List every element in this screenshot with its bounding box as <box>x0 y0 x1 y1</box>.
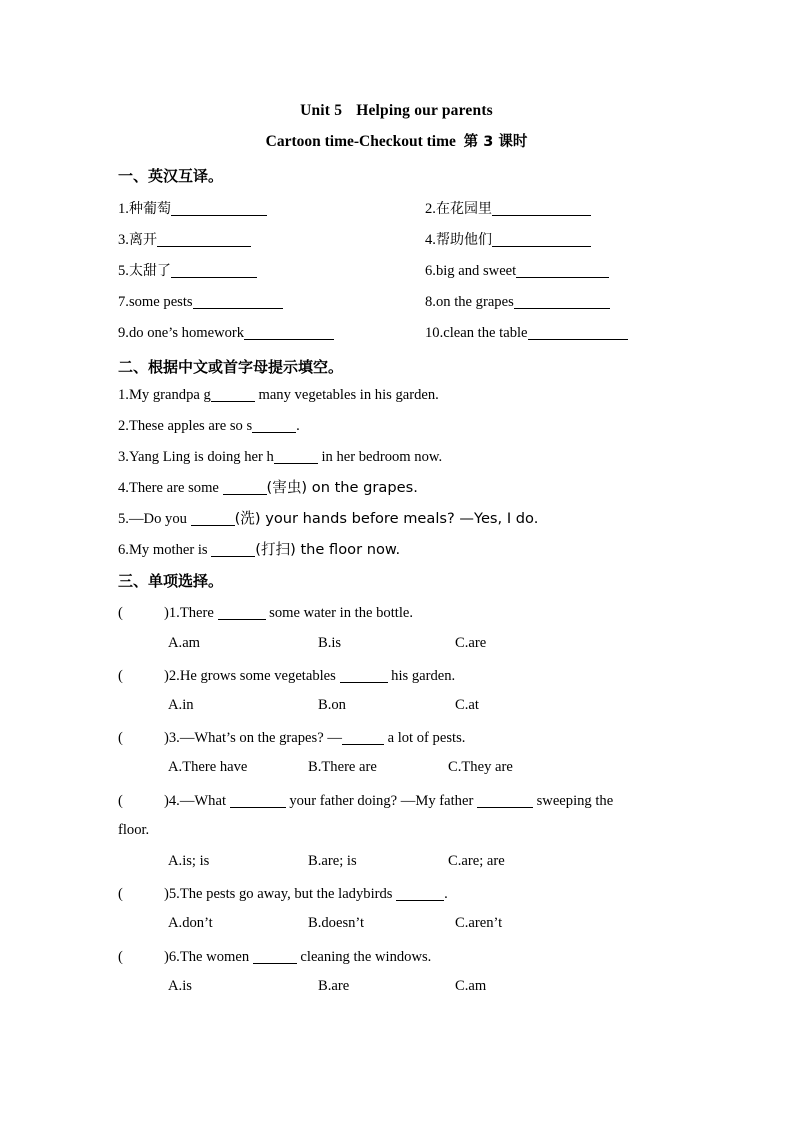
choice-question-6 <box>118 947 431 967</box>
translate-item-7 <box>118 292 283 312</box>
item-text: 帮助他们 <box>435 232 492 248</box>
answer-box[interactable]: ( <box>118 949 123 965</box>
choice-question-1 <box>118 603 413 623</box>
fill-item-2 <box>118 416 300 436</box>
item-text-before: Yang Ling is doing her h <box>128 449 274 465</box>
answer-blank[interactable] <box>253 949 297 964</box>
choice-question-2 <box>118 666 455 686</box>
answer-blank[interactable] <box>157 232 251 247</box>
subtitle-english: Cartoon time-Checkout time <box>265 133 456 150</box>
item-text-before: My mother is <box>128 542 212 558</box>
item-text-before: These apples are so s <box>128 418 253 434</box>
answer-box[interactable]: ( <box>118 886 123 902</box>
item-text-before: The pests go away, but the ladybirds <box>179 886 397 902</box>
answer-blank[interactable] <box>492 201 591 216</box>
item-text-before: My grandpa g <box>128 387 211 403</box>
item-number: )5. <box>164 886 180 902</box>
title-block <box>0 100 793 153</box>
answer-blank[interactable] <box>171 201 267 216</box>
item-text-after: a lot of pests. <box>383 730 466 746</box>
item-text: clean the table <box>443 325 528 341</box>
option-a[interactable]: A.don’t <box>168 915 213 931</box>
answer-blank[interactable] <box>211 542 255 557</box>
choice-question-4-wrap: floor. <box>118 822 150 838</box>
item-text-after: (打扫) the floor now. <box>255 541 401 558</box>
item-number: 1. <box>118 387 129 403</box>
translate-item-10 <box>425 323 628 343</box>
fill-item-3 <box>118 447 442 467</box>
translate-item-9 <box>118 323 334 343</box>
item-number: 3. <box>118 232 129 248</box>
choice-question-3 <box>118 728 465 748</box>
fill-item-6 <box>118 540 400 560</box>
answer-box[interactable]: ( <box>118 793 123 809</box>
section-2-heading: 二、根据中文或首字母提示填空。 <box>118 358 344 376</box>
option-a[interactable]: A.is <box>168 978 192 994</box>
translate-item-4 <box>425 230 591 250</box>
item-text-after: (害虫) on the grapes. <box>266 479 418 496</box>
answer-blank[interactable] <box>342 730 384 745</box>
item-text-after: . <box>444 886 448 902</box>
answer-box[interactable]: ( <box>118 605 123 621</box>
item-text-before: The women <box>179 949 253 965</box>
title-unit: Unit 5 <box>300 102 343 119</box>
answer-blank[interactable] <box>516 263 609 278</box>
option-b[interactable]: B.are <box>318 978 350 994</box>
item-number: 4. <box>425 232 436 248</box>
translate-item-3 <box>118 230 251 250</box>
option-c[interactable]: C.are <box>455 635 487 651</box>
item-number: )2. <box>164 668 180 684</box>
option-a[interactable]: A.in <box>168 697 194 713</box>
answer-blank[interactable] <box>340 668 388 683</box>
choice-question-4 <box>118 791 613 811</box>
answer-blank[interactable] <box>191 511 235 526</box>
item-number: 5. <box>118 511 129 527</box>
answer-blank[interactable] <box>514 294 610 309</box>
item-number: )1. <box>164 605 180 621</box>
section-1-heading: 一、英汉互译。 <box>118 167 224 185</box>
answer-blank[interactable] <box>477 793 533 808</box>
item-text-before: There are some <box>128 480 223 496</box>
item-text-before: —What’s on the grapes? — <box>179 730 342 746</box>
fill-item-1 <box>118 385 439 405</box>
item-number: 9. <box>118 325 129 341</box>
document-title <box>0 100 793 122</box>
option-b[interactable]: B.on <box>318 697 346 713</box>
answer-blank[interactable] <box>492 232 591 247</box>
item-text: 太甜了 <box>128 263 171 279</box>
answer-blank[interactable] <box>223 480 267 495</box>
answer-blank[interactable] <box>193 294 283 309</box>
fill-item-4 <box>118 478 418 498</box>
item-text: 在花园里 <box>435 201 492 217</box>
item-text: some pests <box>128 294 193 310</box>
item-text-after: his garden. <box>387 668 456 684</box>
item-number: 2. <box>118 418 129 434</box>
option-c[interactable]: C.aren’t <box>455 915 503 931</box>
item-text-after: in her bedroom now. <box>317 449 443 465</box>
item-text: on the grapes <box>435 294 514 310</box>
answer-blank[interactable] <box>252 418 296 433</box>
item-number: 10. <box>425 325 444 341</box>
item-number: 7. <box>118 294 129 310</box>
item-text: big and sweet <box>435 263 517 279</box>
item-text: 离开 <box>128 232 157 248</box>
answer-box[interactable]: ( <box>118 730 123 746</box>
answer-blank[interactable] <box>218 605 266 620</box>
option-a[interactable]: A.is; is <box>168 853 210 869</box>
option-b[interactable]: B.are; is <box>308 853 357 869</box>
translate-item-2 <box>425 199 591 219</box>
item-number: 1. <box>118 201 129 217</box>
item-text-after: . <box>296 418 300 434</box>
item-text-before: There <box>179 605 218 621</box>
item-text-after: sweeping the <box>532 793 614 809</box>
item-number: 3. <box>118 449 129 465</box>
answer-blank[interactable] <box>230 793 286 808</box>
translate-item-8 <box>425 292 610 312</box>
item-number: 2. <box>425 201 436 217</box>
item-text-after: some water in the bottle. <box>265 605 414 621</box>
item-text-before: He grows some vegetables <box>179 668 340 684</box>
option-b[interactable]: B.is <box>318 635 342 651</box>
section-3-heading: 三、单项选择。 <box>118 572 224 590</box>
item-text-after: many vegetables in his garden. <box>254 387 439 403</box>
choice-question-5 <box>118 884 448 904</box>
translate-item-6 <box>425 261 609 281</box>
answer-blank[interactable] <box>528 325 628 340</box>
option-b[interactable]: B.There are <box>308 759 377 775</box>
item-number: 6. <box>425 263 436 279</box>
subtitle-chinese: 第 3 课时 <box>463 134 528 150</box>
translate-item-5 <box>118 261 257 281</box>
translate-item-1 <box>118 199 267 219</box>
item-number: 6. <box>118 542 129 558</box>
item-text-before: —Do you <box>128 511 191 527</box>
document-subtitle <box>0 131 793 153</box>
item-text-before: —What <box>179 793 230 809</box>
item-text: do one’s homework <box>128 325 245 341</box>
item-text-middle: your father doing? —My father <box>285 793 477 809</box>
answer-blank[interactable] <box>211 387 255 402</box>
answer-blank[interactable] <box>396 886 444 901</box>
item-text-after: (洗) your hands before meals? —Yes, I do. <box>234 510 539 527</box>
option-a[interactable]: A.There have <box>168 759 248 775</box>
option-c[interactable]: C.are; are <box>448 853 505 869</box>
item-number: )3. <box>164 730 180 746</box>
option-c[interactable]: C.They are <box>448 759 513 775</box>
answer-blank[interactable] <box>171 263 257 278</box>
item-number: 5. <box>118 263 129 279</box>
answer-blank[interactable] <box>274 449 318 464</box>
item-text-after: cleaning the windows. <box>296 949 432 965</box>
title-name: Helping our parents <box>356 102 493 119</box>
fill-item-5 <box>118 509 538 529</box>
answer-blank[interactable] <box>244 325 334 340</box>
item-number: 8. <box>425 294 436 310</box>
item-number: 4. <box>118 480 129 496</box>
item-number: )6. <box>164 949 180 965</box>
answer-box[interactable]: ( <box>118 668 123 684</box>
option-a[interactable]: A.am <box>168 635 201 651</box>
option-c[interactable]: C.am <box>455 978 487 994</box>
option-b[interactable]: B.doesn’t <box>308 915 365 931</box>
item-text: 种葡萄 <box>128 201 171 217</box>
option-c[interactable]: C.at <box>455 697 479 713</box>
item-number: )4. <box>164 793 180 809</box>
